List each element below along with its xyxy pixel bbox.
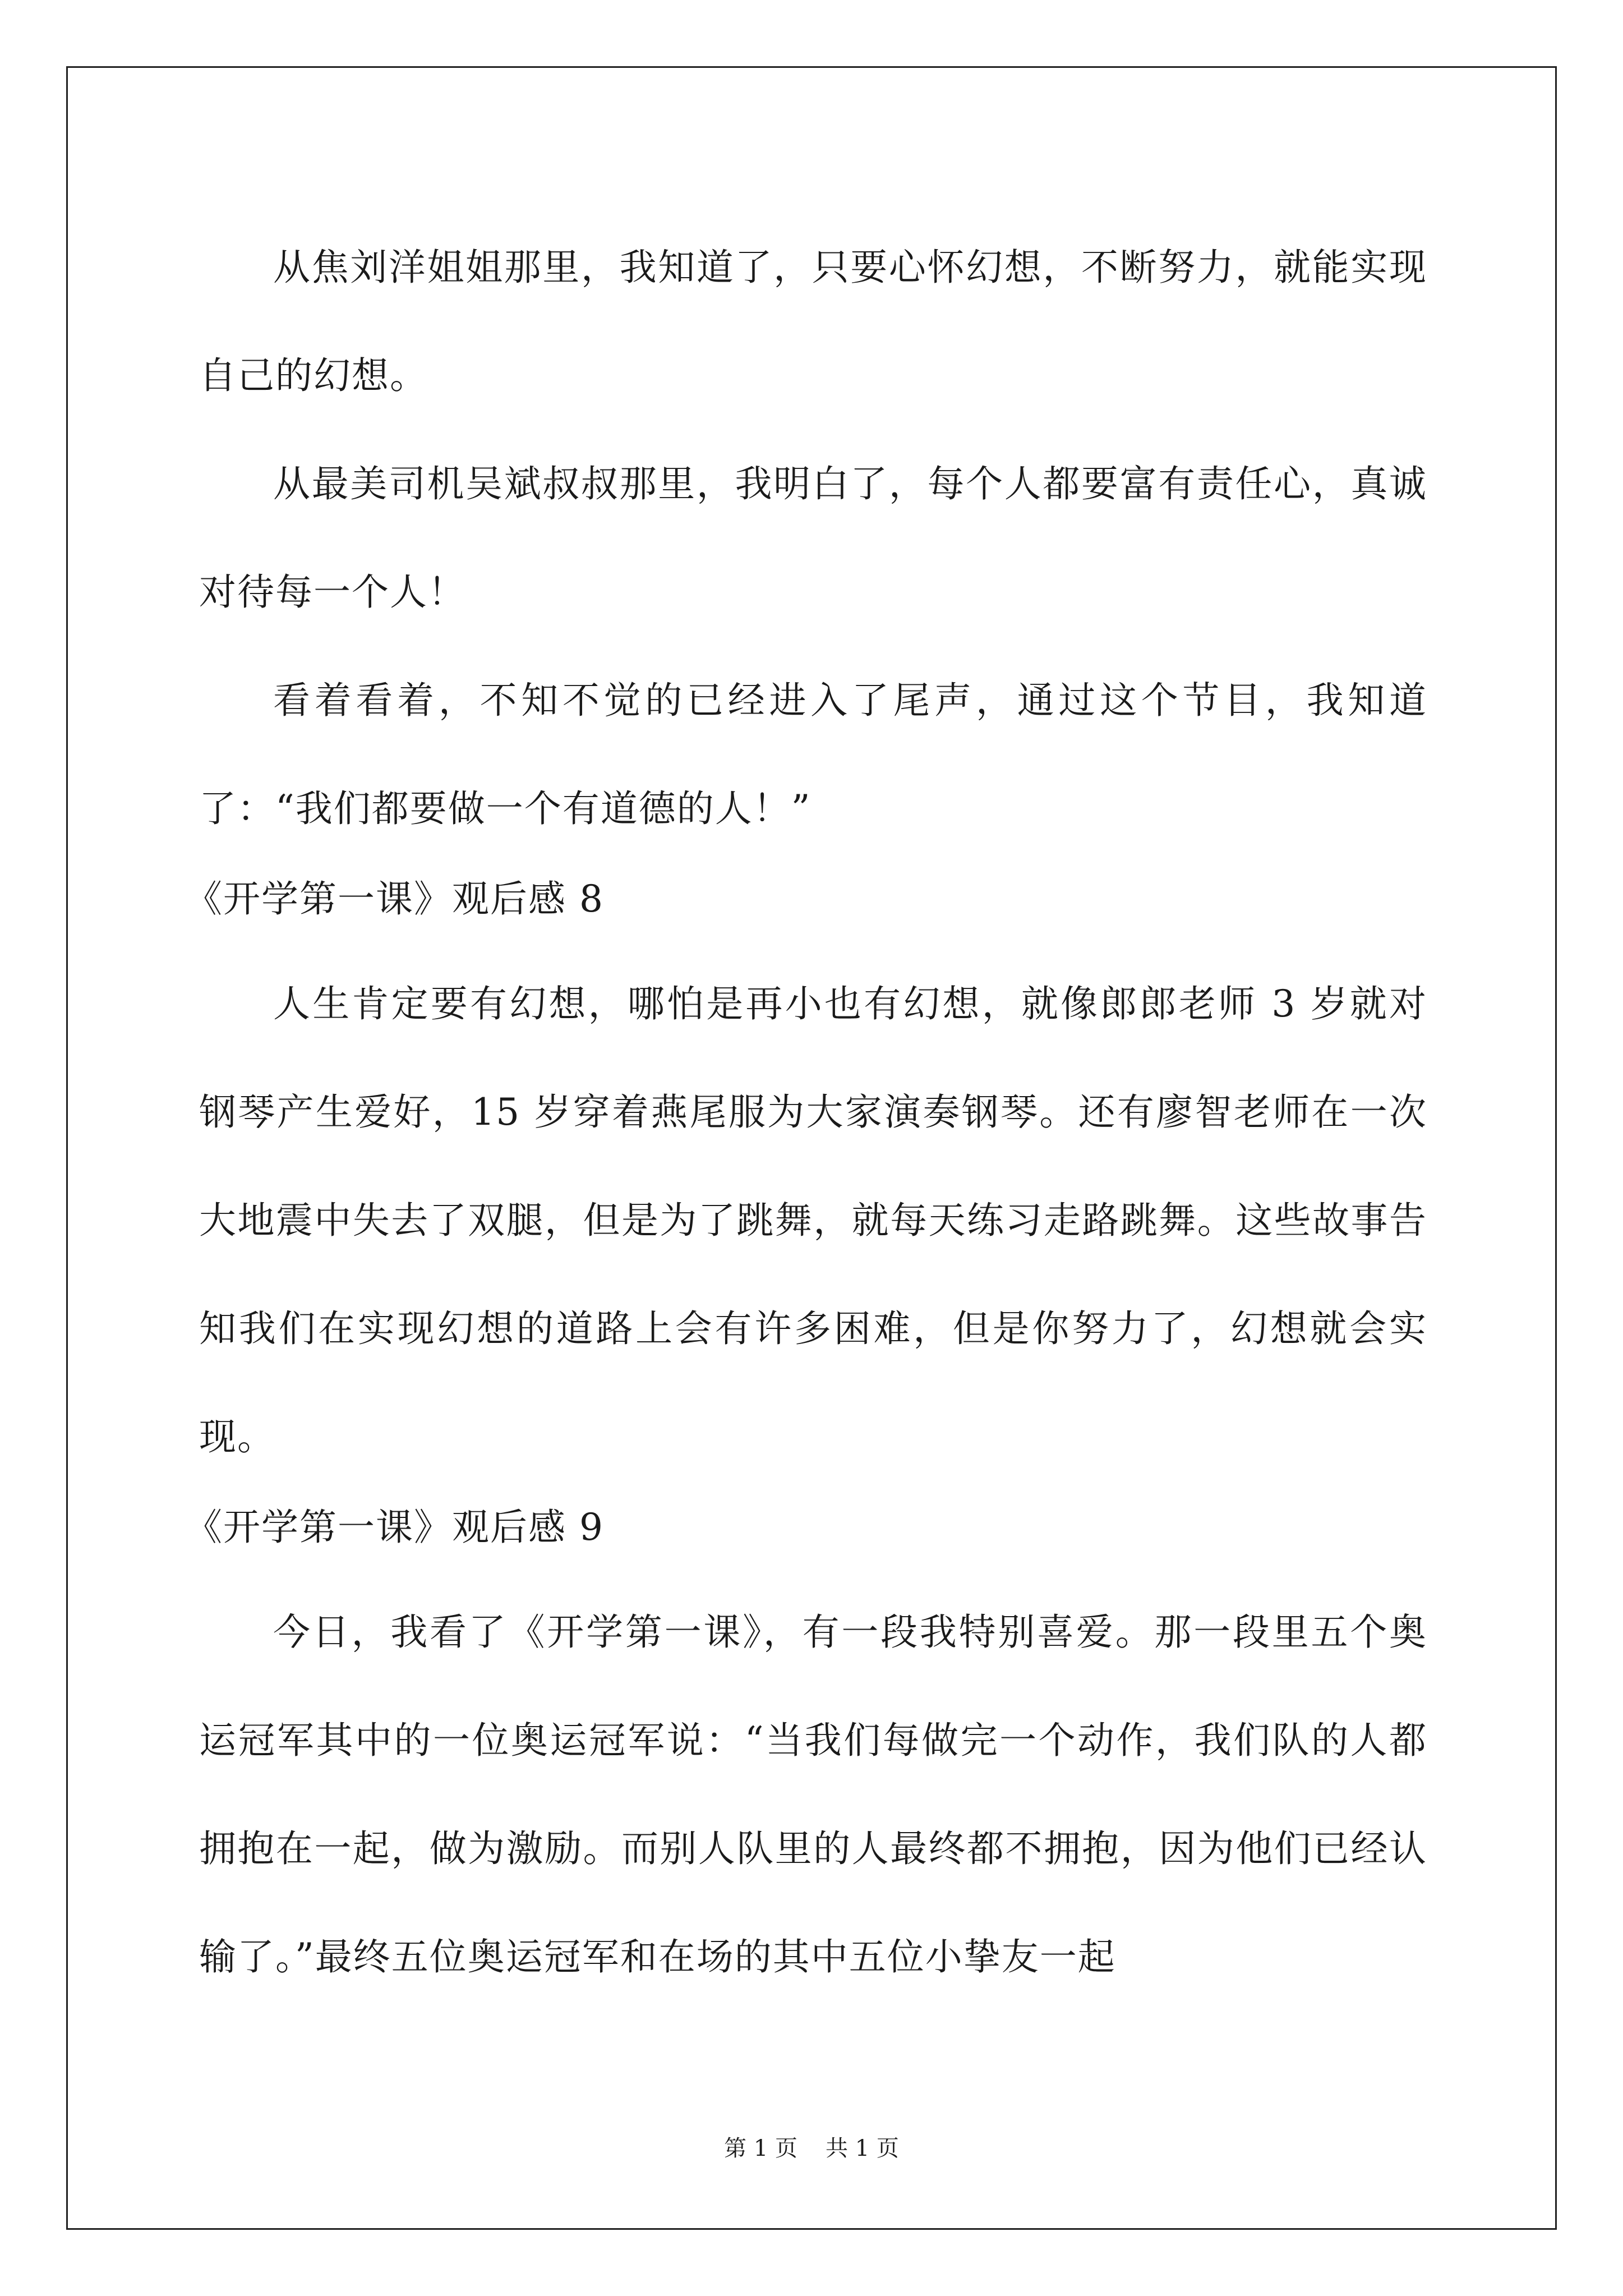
section-heading-9: 《开学第一课》观后感 9 [185, 1506, 604, 1549]
page-footer [0, 2132, 1623, 2165]
page-number: 第 1 页 [724, 2136, 797, 2161]
paragraph-ending: 看着看着，不知不觉的已经进入了尾声，通过这个节目，我知道了：“我们都要做一个有道德的人！” [199, 679, 1427, 830]
paragraph-section-8: 人生肯定要有幻想，哪怕是再小也有幻想，就像郎郎老师 3 岁就对钢琴产生爱好，15 岁穿着燕尾服为大家演奏钢琴。还有廖智老师在一次大地震中失去了双腿，但是为了跳舞，就每天练习走路跳舞。这些故事告知我们在实现幻想的道路上会有许多困难，但是你努力了，幻想就会实现。 [199, 982, 1427, 1458]
paragraph-jiao-liuyang: 从焦刘洋姐姐那里，我知道了，只要心怀幻想，不断努力，就能实现自己的幻想。 [199, 246, 1427, 397]
section-heading-8: 《开学第一课》观后感 8 [185, 877, 604, 921]
paragraph-section-9: 今日，我看了《开学第一课》，有一段我特别喜爱。那一段里五个奥运冠军其中的一位奥运冠军说：“当我们每做完一个动作，我们队的人都拥抱在一起，做为激励。而别人队里的人最终都不拥抱，因为他们已经认输了。”最终五位奥运冠军和在场的其中五位小挚友一起 [199, 1611, 1427, 1978]
page-total: 共 1 页 [826, 2136, 899, 2161]
document-body [185, 213, 1427, 2011]
paragraph-wu-bin: 从最美司机吴斌叔叔那里，我明白了，每个人都要富有责任心，真诚对待每一个人！ [199, 462, 1427, 614]
